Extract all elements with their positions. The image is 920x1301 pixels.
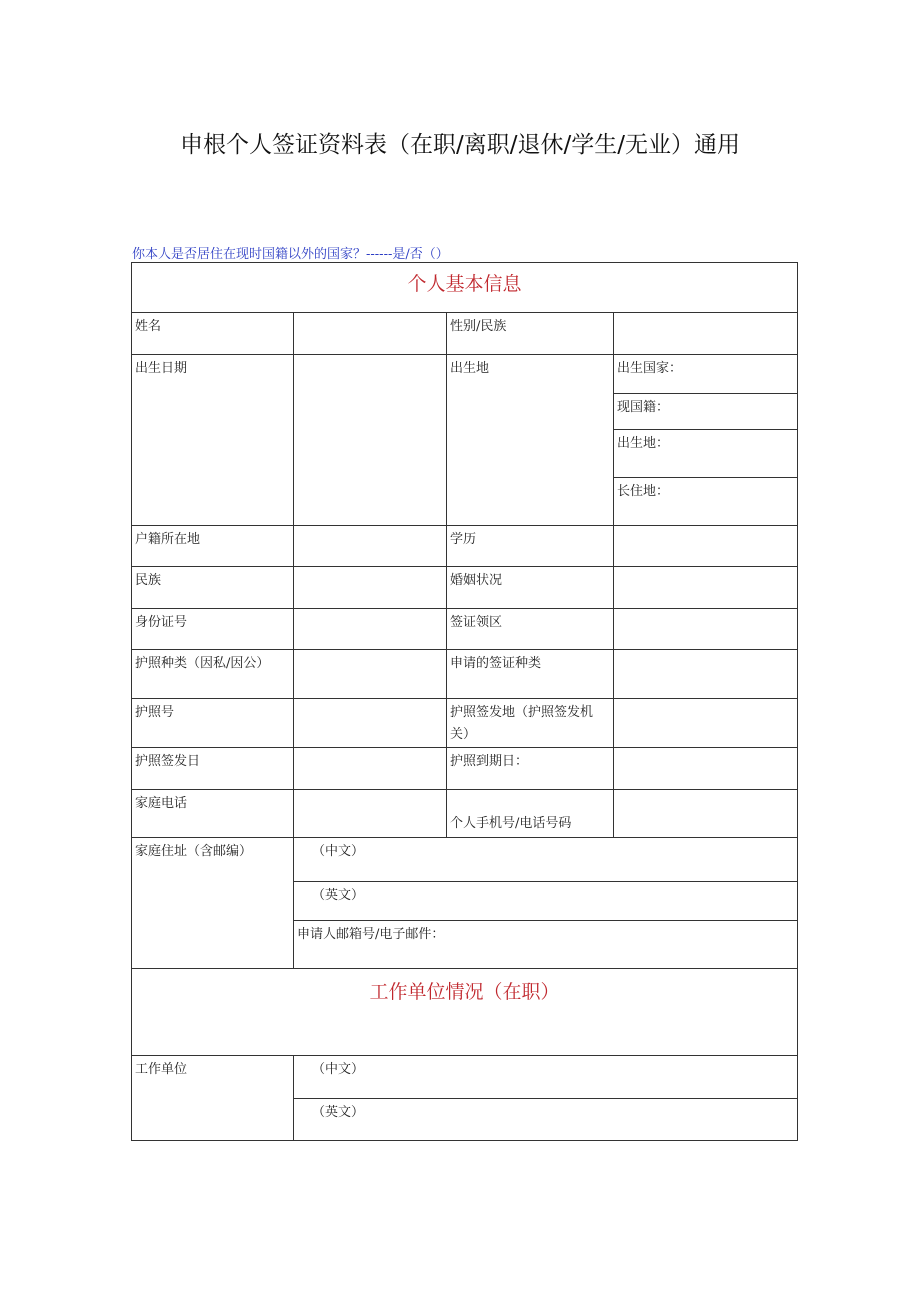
label-id-number: 身份证号 [132,609,294,650]
visa-form-table [131,262,798,1141]
field-education[interactable] [614,526,798,567]
label-passport-number: 护照号 [132,699,294,748]
field-address-english[interactable]: （英文） [294,881,797,920]
document-title: 申根个人签证资料表（在职/离职/退休/学生/无业）通用 [180,132,740,158]
field-birth-date[interactable] [294,355,447,526]
field-name[interactable] [294,313,447,355]
label-home-address: 家庭住址（含邮编） [132,838,294,969]
field-residence[interactable]: 长住地： [617,483,670,499]
field-email[interactable]: 申请人邮箱号/电子邮件： [297,926,445,942]
field-address-chinese[interactable]: （中文） [294,838,797,881]
field-visa-district[interactable] [614,609,798,650]
label-passport-issuer: 护照签发地（护照签发机关） [447,699,614,748]
field-passport-type[interactable] [294,650,447,699]
label-visa-type: 申请的签证种类 [447,650,614,699]
label-household-registration: 户籍所在地 [132,526,294,567]
field-home-phone[interactable] [294,790,447,838]
label-passport-expiry: 护照到期日： [447,748,614,790]
label-visa-district: 签证领区 [447,609,614,650]
home-address-subtable [294,838,797,968]
field-passport-issue-date[interactable] [294,748,447,790]
field-passport-number[interactable] [294,699,447,748]
section-heading-employment [132,969,798,1056]
label-passport-type: 护照种类（因私/因公） [132,650,294,699]
field-passport-expiry[interactable] [614,748,798,790]
field-ethnicity[interactable] [294,567,447,609]
field-birth-country[interactable]: 出生国家： [614,355,797,393]
employer-cell [294,1056,798,1141]
label-home-phone: 家庭电话 [132,790,294,838]
field-visa-type[interactable] [614,650,798,699]
field-employer-chinese[interactable]: （中文） [294,1056,797,1098]
label-education: 学历 [447,526,614,567]
label-mobile-phone: 个人手机号/电话号码 [447,790,614,838]
field-id-number[interactable] [294,609,447,650]
label-name: 姓名 [132,313,294,355]
employer-subtable [294,1056,797,1140]
label-employer: 工作单位 [132,1056,294,1141]
field-mobile-phone[interactable] [614,790,798,838]
label-gender-ethnicity: 性别/民族 [447,313,614,355]
section-heading-text: 个人基本信息 [407,273,522,295]
birth-details-subtable [614,355,797,525]
field-gender-ethnicity[interactable] [614,313,798,355]
section-heading-personal-info [132,263,798,313]
field-birth-place-detail[interactable]: 出生地： [614,429,797,477]
section-heading-text-employment: 工作单位情况（在职） [369,981,560,1003]
label-birth-date: 出生日期 [132,355,294,526]
label-ethnicity: 民族 [132,567,294,609]
label-birth-place: 出生地 [447,355,614,526]
birth-details-cell [614,355,798,526]
field-marital-status[interactable] [614,567,798,609]
field-passport-issuer[interactable] [614,699,798,748]
label-passport-issue-date: 护照签发日 [132,748,294,790]
residence-question: 你本人是否居住在现时国籍以外的国家？------是/否（） [132,247,449,262]
field-household-registration[interactable] [294,526,447,567]
label-marital-status: 婚姻状况 [447,567,614,609]
field-employer-english[interactable]: （英文） [312,1104,365,1120]
field-current-nationality[interactable]: 现国籍： [614,393,797,429]
home-address-cell [294,838,798,969]
